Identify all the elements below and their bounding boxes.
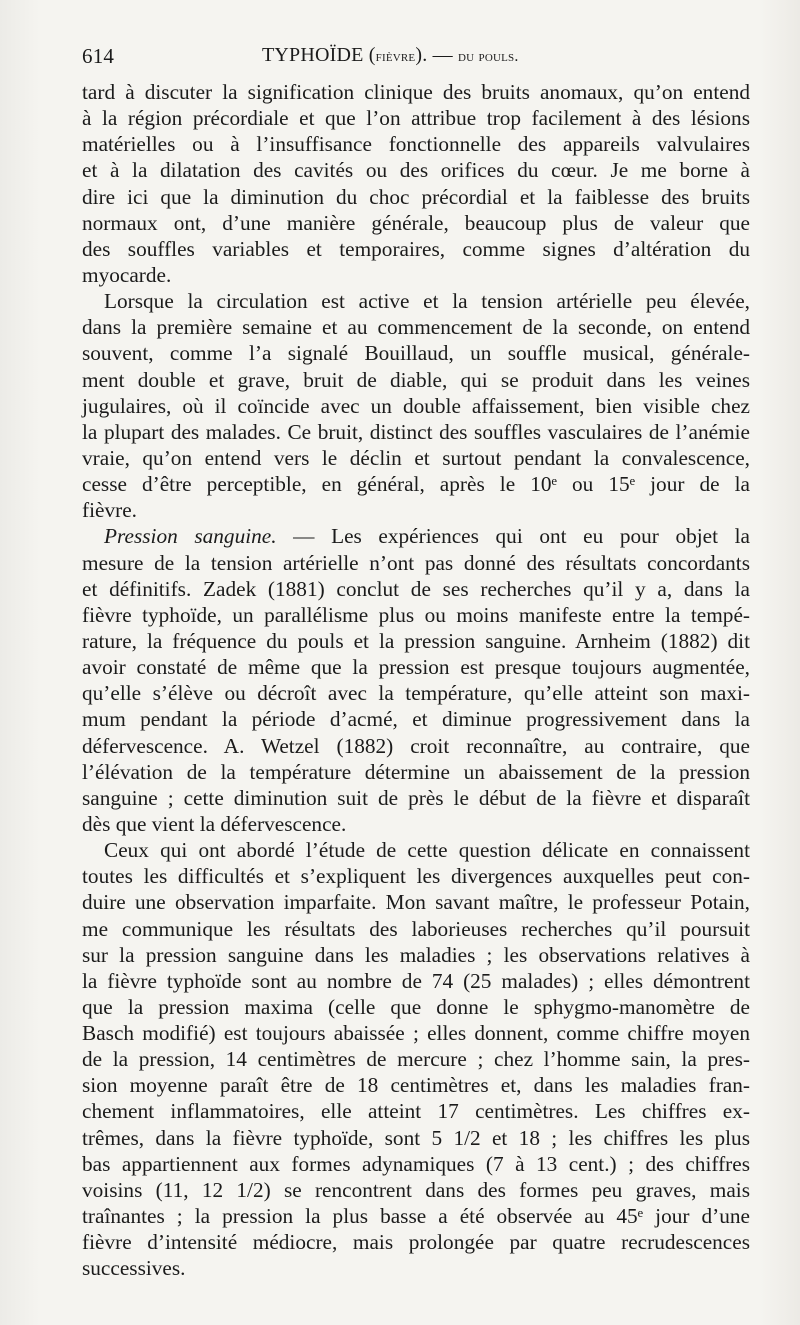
text-line [82, 288, 750, 314]
heading-dash: — [276, 524, 332, 549]
section-heading-italic: Pression sanguine. [104, 524, 277, 549]
text-line-content: sur la pression sanguine dans les maladies ; les observations relatives à [82, 942, 750, 967]
text-line [82, 550, 750, 576]
text-line [82, 759, 750, 785]
text-line-content: souvent, comme l’a signalé Bouillaud, un souffle musical, générale- [82, 341, 750, 366]
text-line [82, 680, 750, 706]
text-line [82, 706, 750, 732]
text-line-content: sanguine ; cette diminution suit de près le début de la fièvre et disparaît [82, 785, 750, 810]
text-line-content: dire ici que la diminution du choc précordial et la faiblesse des bruits [82, 184, 750, 209]
text-line [82, 1046, 750, 1072]
running-header [82, 44, 752, 72]
text-line-content: traînantes ; la pression la plus basse a été observée au 45ᵉ jour d’une [82, 1204, 750, 1229]
text-line [82, 367, 750, 393]
title-separator: ). — [415, 44, 459, 66]
text-line-content: et définitifs. Zadek (1881) conclut de ses recherches qu’il y a, dans la [82, 576, 750, 601]
text-line-content: me communique les résultats des laborieuses recherches qu’il poursuit [82, 916, 750, 941]
text-line [82, 628, 750, 654]
text-line-content: fièvre d’intensité médiocre, mais prolongée par quatre recrudescences [82, 1230, 750, 1255]
text-line-content: bas appartiennent aux formes adynamiques (7 à 13 cent.) ; des chiffres [82, 1151, 750, 1176]
text-line-content: Lorsque la circulation est active et la tension artérielle peu élevée, [104, 289, 750, 314]
running-title [262, 44, 519, 67]
text-line [82, 1177, 750, 1203]
text-line-content: matérielles ou à l’insuffisance fonctionnelle des appareils valvulaires [82, 132, 750, 157]
text-line [82, 1255, 750, 1281]
text-line [82, 236, 750, 262]
page-number: 614 [82, 44, 115, 68]
text-line [82, 1072, 750, 1098]
text-line-content: voisins (11, 12 1/2) se rencontrent dans des formes peu graves, mais [82, 1177, 750, 1202]
text-line [82, 523, 750, 549]
text-line-content: défervescence. A. Wetzel (1882) croit reconnaître, au contraire, que [82, 733, 750, 758]
text-line-content: à la région précordiale et que l’on attribue trop facilement à des lésions [82, 106, 750, 131]
text-line [82, 262, 750, 288]
text-line [82, 602, 750, 628]
title-main: TYPHOÏDE ( [262, 44, 376, 66]
text-line [82, 79, 750, 105]
text-line [82, 1125, 750, 1151]
text-line-content: des souffles variables et temporaires, comme signes d’altération du [82, 236, 750, 261]
text-line-content: duire une observation imparfaite. Mon savant maître, le professeur Potain, [82, 890, 750, 915]
title-small-caps: fièvre [375, 48, 416, 65]
text-line [82, 131, 750, 157]
text-line [82, 1020, 750, 1046]
text-line-content: cesse d’être perceptible, en général, après le 10ᵉ ou 15ᵉ jour de la [82, 472, 750, 497]
text-line [82, 837, 750, 863]
text-line-content: que la pression maxima (celle que donne le sphygmo-manomètre de [82, 994, 750, 1019]
text-line-content: fièvre typhoïde, un parallélisme plus ou moins manifeste entre la tempé- [82, 602, 750, 627]
text-line-content: vraie, qu’on entend vers le déclin et surtout pendant la convalescence, [82, 445, 750, 470]
text-line [82, 811, 750, 837]
text-line [82, 916, 750, 942]
text-line-content: toutes les difficultés et s’expliquent les divergences auxquelles peut con- [82, 864, 750, 889]
text-line-content: jugulaires, où il coïncide avec un double affaissement, bien visible chez [82, 393, 750, 418]
text-line [82, 733, 750, 759]
text-line [82, 471, 750, 497]
text-line-content: avoir constaté de même que la pression est presque toujours augmentée, [82, 655, 750, 680]
text-line-content: et à la dilatation des cavités ou des orifices du cœur. Je me borne à [82, 158, 750, 183]
text-line [82, 314, 750, 340]
text-line [82, 889, 750, 915]
text-line-content: la plupart des malades. Ce bruit, distinct des souffles vasculaires de l’anémie [82, 419, 750, 444]
text-line-content: l’élévation de la température détermine un abaissement de la pression [82, 759, 750, 784]
text-line [82, 105, 750, 131]
text-line-content: sion moyenne paraît être de 18 centimètres et, dans les maladies fran- [82, 1073, 750, 1098]
text-line [82, 1151, 750, 1177]
text-line-content: Ceux qui ont abordé l’étude de cette question délicate en connaissent [104, 838, 750, 863]
text-line [82, 863, 750, 889]
text-line [82, 497, 750, 523]
text-line [82, 1098, 750, 1124]
text-line-content: mum pendant la période d’acmé, et diminue progressivement dans la [82, 707, 750, 732]
text-line-content: mesure de la tension artérielle n’ont pas donné des résultats concordants [82, 550, 750, 575]
text-line-content: qu’elle s’élève ou décroît avec la température, qu’elle atteint son maxi- [82, 681, 750, 706]
text-line-content: dès que vient la défervescence. [82, 811, 347, 836]
text-line-content: myocarde. [82, 262, 172, 287]
body-text [82, 79, 750, 1281]
text-line [82, 157, 750, 183]
text-line [82, 419, 750, 445]
text-line-content: dans la première semaine et au commencement de la seconde, on entend [82, 315, 750, 340]
text-line [82, 968, 750, 994]
text-line-content: la fièvre typhoïde sont au nombre de 74 (25 malades) ; elles démontrent [82, 968, 750, 993]
text-line-content: chement inflammatoires, elle atteint 17 centimètres. Les chiffres ex- [82, 1099, 750, 1124]
text-line-content: normaux ont, d’une manière générale, beaucoup plus de valeur que [82, 210, 750, 235]
text-line [82, 210, 750, 236]
text-line-content: ment double et grave, bruit de diable, qui se produit dans les veines [82, 367, 750, 392]
text-line-content: Basch modifié) est toujours abaissée ; elles donnent, comme chiffre moyen [82, 1021, 750, 1046]
text-line-content: tard à discuter la signification clinique des bruits anomaux, qu’on entend [82, 80, 750, 104]
text-line [82, 654, 750, 680]
text-line [82, 785, 750, 811]
text-line-content: successives. [82, 1256, 186, 1281]
title-section: du pouls. [458, 48, 519, 65]
text-line [82, 184, 750, 210]
text-line-content: trêmes, dans la fièvre typhoïde, sont 5 1/2 et 18 ; les chiffres les plus [82, 1125, 750, 1150]
text-line [82, 576, 750, 602]
text-line [82, 393, 750, 419]
text-line [82, 1229, 750, 1255]
text-line [82, 1203, 750, 1229]
text-line-content: rature, la fréquence du pouls et la pression sanguine. Arnheim (1882) dit [82, 628, 750, 653]
text-line-content: Les expériences qui ont eu pour objet la [331, 524, 751, 549]
text-line [82, 445, 750, 471]
text-line [82, 340, 750, 366]
text-line-content: de la pression, 14 centimètres de mercure ; chez l’homme sain, la pres- [82, 1047, 750, 1072]
text-line [82, 942, 750, 968]
text-line [82, 994, 750, 1020]
text-line-content: fièvre. [82, 498, 137, 523]
